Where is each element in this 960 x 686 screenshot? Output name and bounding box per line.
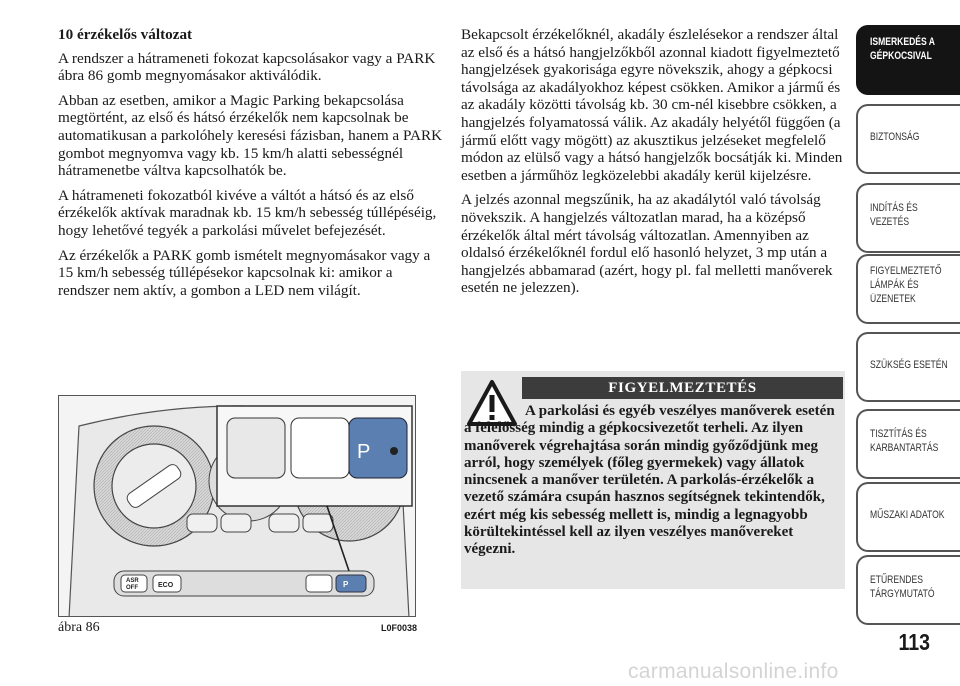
tab-technical-data[interactable] <box>856 482 960 552</box>
tab-starting-driving[interactable] <box>856 183 960 253</box>
paragraph: A rendszer a hátrameneti fokozat kapcsolásakor vagy a PARK ábra 86 gomb megnyomásakor aktiválódik. <box>58 49 436 85</box>
warning-title: FIGYELMEZTETÉS <box>522 377 843 399</box>
tab-maintenance[interactable] <box>856 409 960 479</box>
eco-label: ECO <box>158 582 174 589</box>
warning-text: A parkolási és egyéb veszélyes manőverek esetén a felelősség mindig a gépkocsivezetőt terheli. Az ilyen manőverek végrehajtása során mindig győződjünk meg arról, hogy személyek (főleg gyermekek) vagy állatok nincsenek a manőver területén. A parkolás-érzékelők a vezető számára csupán hasznos segítségnek tekintendők, ezért még kis sebesség mellett is, mindig a legnagyobb körültekintéssel kell az ilyen veszélyes manővereket végezni. <box>464 403 835 558</box>
tab-emergency[interactable] <box>856 332 960 402</box>
paragraph: Abban az esetben, amikor a Magic Parking bekapcsolása megtörtént, az első és hátsó érzékelők nem kapcsolnak be automatikusan a parkolóhely keresési fázisban, hanem a PARK gombot megnyomva vagy kb. 15 km/h alatti sebességnél hátramenetbe váltva kapcsolhatók be. <box>58 91 443 180</box>
tab-label: TISZTÍTÁS ÉS <box>870 428 927 440</box>
tab-label: TÁRGYMUTATÓ <box>870 588 935 600</box>
tab-index[interactable] <box>856 555 960 625</box>
tab-label: INDÍTÁS ÉS <box>870 202 918 214</box>
page-number: 113 <box>898 629 930 655</box>
tab-label: MŰSZAKI ADATOK <box>870 509 945 521</box>
tab-label: BIZTONSÁG <box>870 131 920 143</box>
warning-box <box>461 371 845 589</box>
park-button-small-label: P <box>343 580 349 589</box>
tab-warning-lights[interactable] <box>856 254 960 324</box>
tab-label: ÜZENETEK <box>870 293 916 305</box>
right-column <box>461 26 846 304</box>
chapter-sidebar <box>856 0 960 640</box>
figure-86-illustration <box>58 395 416 617</box>
tab-label: LÁMPÁK ÉS <box>870 279 919 291</box>
asr-label: ASR <box>126 578 139 584</box>
tab-label: GÉPKOCSIVAL <box>870 50 932 62</box>
tab-label: SZÜKSÉG ESETÉN <box>870 359 948 371</box>
figure-code: L0F0038 <box>381 623 418 633</box>
dashboard-controls-drawing <box>59 396 416 617</box>
watermark: carmanualsonline.info <box>628 660 839 683</box>
paragraph: A hátrameneti fokozatból kivéve a váltót a hátsó és az első érzékelők aktívak maradnak kb. 15 km/h sebesség túllépéséig, hogy lehetővé tegyék a parkolási művelet befejezését. <box>58 186 437 239</box>
asr-off-label: OFF <box>126 585 138 591</box>
tab-label: ETŰRENDES <box>870 574 923 586</box>
section-heading: 10 érzékelős változat <box>58 26 193 43</box>
tab-label: ISMERKEDÉS A <box>870 36 935 48</box>
figure-caption: ábra 86 <box>58 620 100 635</box>
tab-safety[interactable] <box>856 104 960 174</box>
tab-label: VEZETÉS <box>870 216 910 228</box>
park-button-label: P <box>357 441 371 463</box>
left-column <box>58 26 444 306</box>
paragraph: Az érzékelők a PARK gomb ismételt megnyomásakor vagy a 15 km/h sebesség túllépésekor kapcsolnak ki: amikor a rendszer nem aktív, a gombon a LED nem világít. <box>58 246 431 299</box>
tab-label: KARBANTARTÁS <box>870 442 939 454</box>
paragraph: A jelzés azonnal megszűnik, ha az akadálytól való távolság növekszik. A hangjelzés változatlan marad, ha a középső érzékelők által mért távolság változatlan. Amennyiben az oldalsó érzékelőknél fordul elő hasonló helyzet, 3 mp után a hangjelzés abbamarad (azért, hogy pl. fal melletti manőverek esetén ne jelezzen). <box>461 191 833 297</box>
tab-label: FIGYELMEZTETŐ <box>870 265 942 277</box>
tab-getting-to-know[interactable] <box>856 25 960 95</box>
paragraph: Bekapcsolt érzékelőknél, akadály észlelésekor a rendszer által az első és a hátsó hangjelzőkből azonnal kiadott figyelmeztető hangjelzések gyakorisága egyre növekszik, ahogy a gépkocsi távolsága az akadályokhoz képest csökken. Amikor a jármű és az akadály közötti távolság kb. 30 cm-nél kisebbre csökken, a hangjelzés folyamatossá válik. Az akadály helyétől függően (a jármű előtt vagy mögött) az akusztikus jelzéseket megfelelő módon az elülső vagy a hátsó hangjelzők bocsátják ki. Minden esetben a járműhöz legközelebbi akadály kerül kijelzésre. <box>461 26 843 184</box>
